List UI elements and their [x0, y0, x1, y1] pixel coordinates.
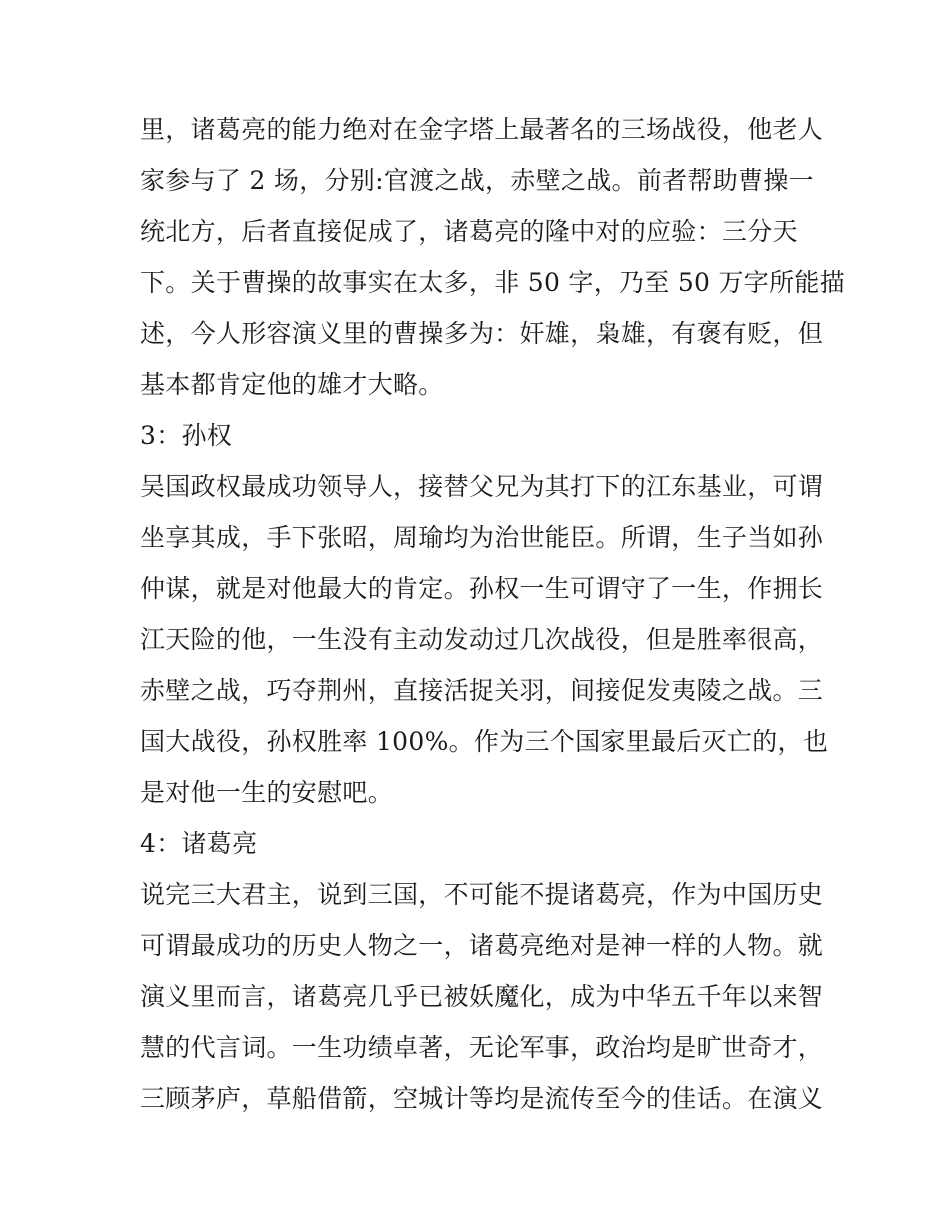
- text-line: 吴国政权最成功领导人，接替父兄为其打下的江东基业，可谓: [140, 472, 824, 501]
- text-line: 江天险的他，一生没有主动发动过几次战役，但是胜率很高，: [140, 625, 824, 654]
- text-line: 三顾茅庐，草船借箭，空城计等均是流传至今的佳话。在演义: [140, 1084, 824, 1113]
- text-line: 统北方，后者直接促成了，诸葛亮的隆中对的应验：三分天: [140, 217, 798, 246]
- body-text: [140, 104, 846, 1124]
- text-line: 基本都肯定他的雄才大略。: [140, 370, 444, 399]
- text-line: 下。关于曹操的故事实在太多，非 50 字，乃至 50 万字所能描: [140, 268, 846, 297]
- text-line: 坐享其成，手下张昭，周瑜均为治世能臣。所谓，生子当如孙: [140, 523, 824, 552]
- text-line: 仲谋，就是对他最大的肯定。孙权一生可谓守了一生，作拥长: [140, 574, 824, 603]
- text-line: 慧的代言词。一生功绩卓著，无论军事，政治均是旷世奇才，: [140, 1033, 824, 1062]
- text-line: 赤壁之战，巧夺荆州，直接活捉关羽，间接促发夷陵之战。三: [140, 676, 824, 705]
- section-heading-sun-quan: 3：孙权: [140, 421, 233, 450]
- section-heading-zhuge-liang: 4：诸葛亮: [140, 829, 258, 858]
- text-line: 国大战役，孙权胜率 100%。作为三个国家里最后灭亡的，也: [140, 727, 829, 756]
- text-line: 可谓最成功的历史人物之一，诸葛亮绝对是神一样的人物。就: [140, 931, 824, 960]
- text-line: 是对他一生的安慰吧。: [140, 778, 394, 807]
- text-line: 说完三大君主，说到三国，不可能不提诸葛亮，作为中国历史: [140, 880, 824, 909]
- text-line: 家参与了 2 场，分别:官渡之战，赤壁之战。前者帮助曹操一: [140, 166, 814, 195]
- text-line: 述，今人形容演义里的曹操多为：奸雄，枭雄，有褒有贬，但: [140, 319, 824, 348]
- text-line: 里，诸葛亮的能力绝对在金字塔上最著名的三场战役，他老人: [140, 115, 824, 144]
- text-line: 演义里而言，诸葛亮几乎已被妖魔化，成为中华五千年以来智: [140, 982, 824, 1011]
